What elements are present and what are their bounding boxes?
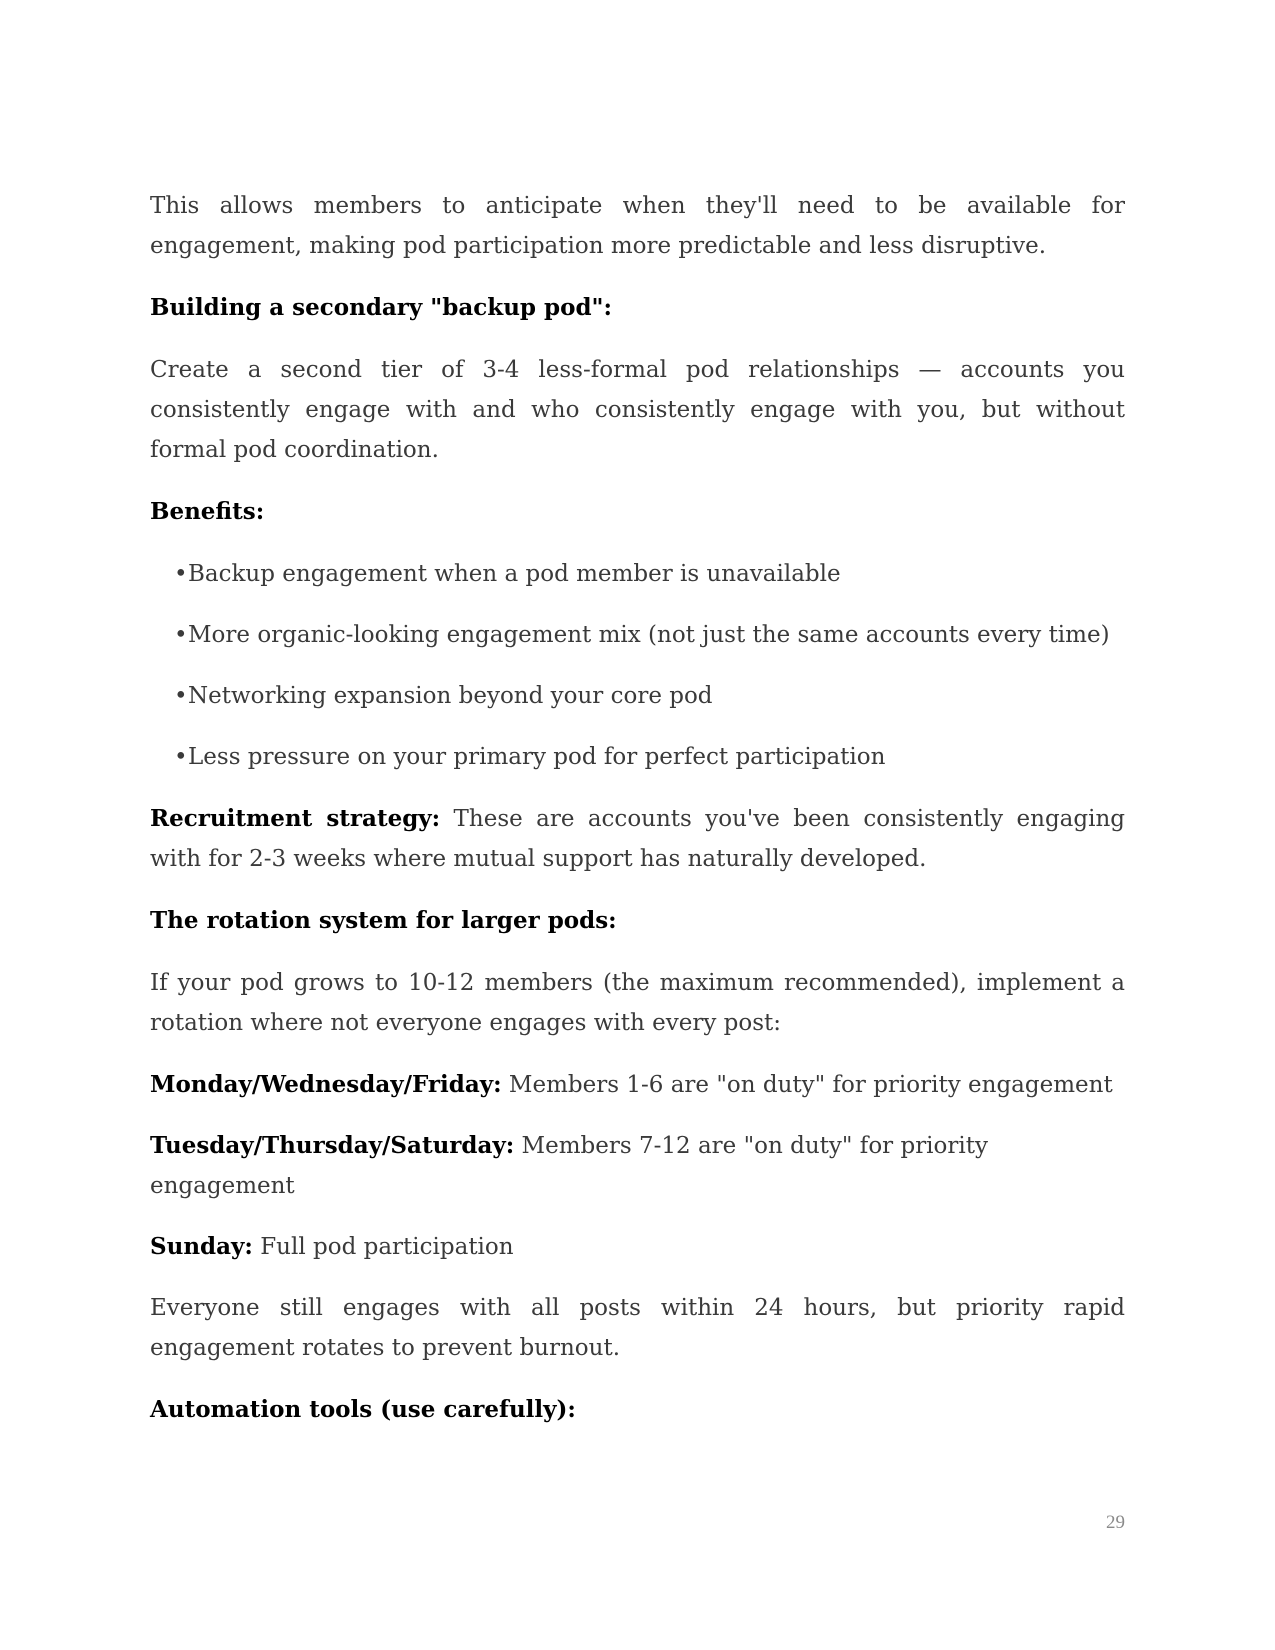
- schedule-line-tts: [150, 1126, 1125, 1206]
- schedule-text: Full pod participation: [252, 1234, 514, 1260]
- backup-pod-paragraph: Create a second tier of 3-4 less-formal pod relationships — accounts you consistently engage with and who consistently engage with you, but without formal pod coordination.: [150, 357, 1125, 463]
- benefit-text: Less pressure on your primary pod for perfect participation: [188, 744, 886, 770]
- intro-paragraph: This allows members to anticipate when they'll need to be available for engagement, making pod participation more predictable and less disruptive.: [150, 193, 1125, 259]
- recruitment-strategy-label: Recruitment strategy:: [150, 805, 441, 832]
- schedule-text: Members 1-6 are "on duty" for priority engagement: [501, 1072, 1113, 1098]
- recruitment-strategy-text: These are accounts you've been consistently engaging with for 2-3 weeks where mutual support has naturally developed.: [150, 806, 1125, 872]
- page-number: 29: [1106, 1512, 1125, 1533]
- benefits-list-item: [174, 554, 1125, 594]
- bullet-icon: •: [174, 622, 188, 648]
- schedule-day-label: Monday/Wednesday/Friday:: [150, 1071, 502, 1098]
- bullet-icon: •: [174, 683, 188, 709]
- backup-pod-heading: Building a secondary "backup pod":: [150, 294, 612, 321]
- rotation-paragraph: If your pod grows to 10-12 members (the maximum recommended), implement a rotation where not everyone engages with every post:: [150, 970, 1125, 1036]
- rotation-closing-paragraph: Everyone still engages with all posts within 24 hours, but priority rapid engagement rotates to prevent burnout.: [150, 1295, 1125, 1361]
- benefit-text: Networking expansion beyond your core pod: [188, 683, 713, 709]
- schedule-text: Members 7-12 are "on duty" for priority engagement: [150, 1133, 988, 1199]
- schedule-line-mwf: [150, 1065, 1125, 1105]
- rotation-heading: The rotation system for larger pods:: [150, 907, 617, 934]
- schedule-day-label: Tuesday/Thursday/Saturday:: [150, 1132, 515, 1159]
- benefits-list: [150, 554, 1125, 777]
- document-page: [150, 186, 1125, 1452]
- benefits-list-item: [174, 615, 1125, 655]
- automation-heading: Automation tools (use carefully):: [150, 1396, 576, 1423]
- schedule-line-sunday: [150, 1227, 1125, 1267]
- benefits-list-item: [174, 737, 1125, 777]
- benefits-heading: Benefits:: [150, 498, 265, 525]
- benefits-list-item: [174, 676, 1125, 716]
- benefit-text: More organic-looking engagement mix (not just the same accounts every time): [188, 622, 1110, 648]
- schedule-day-label: Sunday:: [150, 1233, 253, 1260]
- recruitment-strategy-paragraph: [150, 799, 1125, 879]
- benefit-text: Backup engagement when a pod member is unavailable: [188, 561, 841, 587]
- bullet-icon: •: [174, 744, 188, 770]
- bullet-icon: •: [174, 561, 188, 587]
